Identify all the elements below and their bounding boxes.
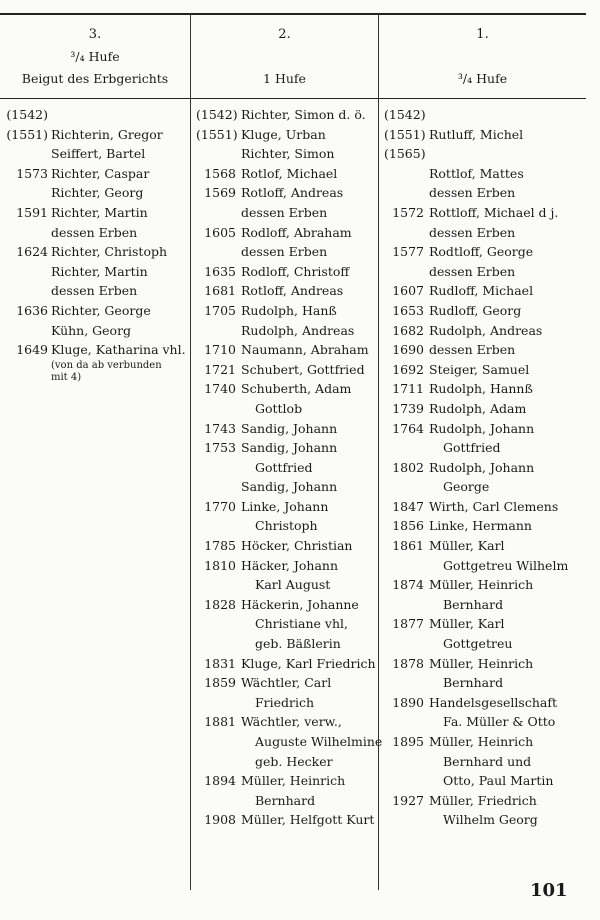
owner-name: dessen Erben: [429, 185, 516, 201]
entry-names: [429, 399, 586, 419]
owner-name: dessen Erben: [429, 224, 516, 240]
owner-name: Kluge, Katharina vhl.: [51, 342, 186, 358]
owner-name: Kluge, Urban: [241, 126, 326, 142]
owner-name: Richterin, Gregor: [51, 126, 163, 142]
owner-entry: [196, 556, 378, 595]
entry-names: [429, 379, 586, 399]
entry-year: 1605: [204, 224, 236, 240]
entry-names: [51, 223, 190, 243]
owner-name: Rudolph, Johann: [429, 420, 535, 436]
entry-names: [241, 242, 378, 262]
owner-entry: [4, 144, 190, 164]
owner-name: Richter, George: [51, 302, 151, 318]
owner-name: Rottlof, Mattes: [429, 165, 524, 181]
entry-year: (1565): [384, 146, 426, 162]
entry-names: [429, 458, 586, 497]
entry-year: 1692: [392, 361, 424, 377]
owner-name: Rudolph, Adam: [429, 400, 527, 416]
entry-names: [51, 183, 190, 203]
owner-name: Richter, Georg: [51, 185, 144, 201]
owner-entry: [384, 281, 586, 301]
entry-names: [241, 262, 378, 282]
entry-names: [429, 575, 586, 614]
owner-entry: [384, 223, 586, 243]
entry-names: [241, 321, 378, 341]
owner-entry: [4, 321, 190, 341]
owner-entry: [384, 144, 586, 164]
owner-name: dessen Erben: [241, 244, 328, 260]
owner-name: Linke, Hermann: [429, 518, 532, 534]
entry-names: [429, 360, 586, 380]
owner-name: Müller, Karl: [429, 538, 505, 554]
entry-year: 1859: [204, 675, 236, 691]
owner-name: Richter, Caspar: [51, 165, 150, 181]
entry-names: [429, 419, 586, 458]
entry-names: [241, 144, 378, 164]
owner-entry: [384, 321, 586, 341]
entry-names: [241, 340, 378, 360]
owner-entry: [384, 301, 586, 321]
entry-year: 1607: [392, 283, 424, 299]
owner-name: Naumann, Abraham: [241, 342, 369, 358]
entry-names: [241, 595, 378, 654]
owner-entry: [196, 301, 378, 321]
owner-entry: [4, 223, 190, 243]
entry-year: 1690: [392, 342, 424, 358]
entry-year: 1740: [204, 381, 236, 397]
owner-entry: [196, 105, 378, 125]
entry-names: [51, 301, 190, 321]
owner-name: Sandig, Johann: [241, 440, 338, 456]
entry-names: [241, 673, 378, 712]
owner-name: Sandig, Johann: [241, 479, 338, 495]
owner-name: Friedrich: [255, 694, 315, 710]
owner-name: Richter, Simon d. ö.: [241, 107, 366, 122]
owner-name: Müller, Heinrich: [429, 655, 534, 671]
entry-year: 1847: [392, 498, 424, 514]
column-3-size: ³/₄ Hufe: [70, 49, 120, 64]
owner-name: Häckerin, Johanne: [241, 596, 359, 612]
entry-year: (1551): [6, 126, 48, 142]
owner-entry: [196, 477, 378, 497]
owner-entry: [196, 810, 378, 830]
entry-names: [51, 242, 190, 262]
owner-entry: [384, 164, 586, 184]
entry-year: 1890: [392, 694, 424, 710]
entry-names: [429, 536, 586, 575]
owner-name: Steiger, Samuel: [429, 361, 530, 377]
entry-names: [51, 262, 190, 282]
owner-entry: [196, 125, 378, 145]
entry-names: [241, 712, 382, 771]
entry-names: [429, 614, 586, 653]
owner-name: Höcker, Christian: [241, 538, 353, 554]
entry-year: 1721: [204, 361, 236, 377]
page-number: 101: [530, 880, 568, 901]
entry-names: [241, 438, 378, 477]
entry-year: 1828: [204, 596, 236, 612]
entry-year: 1753: [204, 440, 236, 456]
owner-entry: [384, 516, 586, 536]
owner-name: geb. Bäßlerin: [255, 636, 341, 652]
entry-year: 1635: [204, 263, 236, 279]
entry-names: [429, 497, 586, 517]
owner-entry: [196, 183, 378, 203]
owner-name: dessen Erben: [241, 204, 328, 220]
entry-names: [429, 144, 586, 164]
entry-year: 1856: [392, 518, 424, 534]
entry-year: 1577: [392, 244, 424, 260]
owner-name: Rodloff, Abraham: [241, 224, 352, 240]
entry-names: [51, 203, 190, 223]
owner-name: Rudolph, Andreas: [241, 322, 355, 338]
owner-entry: [384, 419, 586, 458]
column-2-size: 1 Hufe: [263, 71, 306, 86]
entry-year: 1878: [392, 655, 424, 671]
owner-entry: [384, 203, 586, 223]
header-rule: [0, 98, 586, 99]
owner-entry: [384, 125, 586, 145]
owner-entry: [196, 497, 378, 536]
owner-entry: [196, 360, 378, 380]
owner-name: Rudolph, Hanß: [241, 302, 337, 318]
owner-name: Bernhard: [443, 675, 504, 691]
owner-entry: [384, 379, 586, 399]
owner-name: Wilhelm Georg: [443, 812, 538, 828]
owner-entry: [4, 281, 190, 301]
owner-entry: [384, 399, 586, 419]
entry-names: [429, 223, 586, 243]
entry-year: (1542): [384, 107, 426, 122]
column-3-number: 3.: [88, 27, 102, 42]
owner-entry: [196, 419, 378, 439]
entry-names: [241, 379, 378, 418]
entry-year: 1770: [204, 498, 236, 514]
owner-name: Kühn, Georg: [51, 322, 132, 338]
owner-entry: [196, 262, 378, 282]
entry-year: 1649: [16, 342, 48, 358]
owner-name: Richter, Simon: [241, 146, 335, 162]
entry-names: [241, 497, 378, 536]
entry-year: 1861: [392, 538, 424, 554]
entry-names: [429, 693, 586, 732]
column-2-spacer: [191, 46, 378, 68]
owner-entry: [196, 673, 378, 712]
entry-year: 1874: [392, 577, 424, 593]
owner-entry: [196, 771, 378, 810]
entry-names: [429, 301, 586, 321]
entry-note: mit 4): [51, 371, 82, 383]
entry-names: [241, 771, 378, 810]
entry-names: [429, 242, 586, 262]
entry-names: [429, 105, 586, 125]
entry-year: 1831: [204, 655, 236, 671]
column-divider-left: [190, 14, 191, 890]
entry-names: [241, 125, 378, 145]
entry-year: 1785: [204, 538, 236, 554]
entry-names: [241, 301, 378, 321]
owner-entry: [384, 340, 586, 360]
entry-names: [51, 125, 190, 145]
owner-name: Rotloff, Andreas: [241, 283, 344, 299]
owner-name: Müller, Karl: [429, 616, 505, 632]
entry-year: 1573: [16, 165, 48, 181]
entry-names: [429, 516, 586, 536]
owner-name: Rodtloff, George: [429, 244, 534, 260]
entry-year: 1895: [392, 734, 424, 749]
column-2-entries: [196, 105, 383, 830]
owner-entry: [4, 242, 190, 262]
owner-entry: [384, 536, 586, 575]
entry-names: [241, 654, 378, 674]
owner-name: Fa. Müller & Otto: [443, 714, 556, 730]
owner-name: dessen Erben: [51, 224, 138, 240]
entry-year: 1711: [392, 381, 424, 397]
owner-entry: [384, 242, 586, 262]
owner-entry: [4, 105, 190, 125]
entry-names: [429, 732, 586, 791]
entry-names: [241, 477, 378, 497]
entry-year: 1653: [392, 302, 424, 318]
owner-name: Richter, Christoph: [51, 244, 168, 260]
owner-name: Müller, Heinrich: [241, 773, 346, 789]
entry-names: [241, 281, 378, 301]
owner-name: Rudolph, Andreas: [429, 322, 543, 338]
owner-name: Rudloff, Michael: [429, 283, 534, 299]
owner-name: Müller, Heinrich: [429, 577, 534, 593]
entry-year: 1710: [204, 342, 236, 358]
column-1-header: [379, 24, 586, 90]
owner-entry: [196, 595, 378, 654]
entry-names: [429, 340, 586, 360]
entry-names: [241, 164, 378, 184]
owner-name: Bernhard: [255, 792, 316, 808]
owner-name: Seiffert, Bartel: [51, 146, 146, 162]
entry-names: [241, 810, 378, 830]
entry-names: [51, 105, 190, 125]
entry-year: 1743: [204, 420, 236, 436]
entry-names: [429, 281, 586, 301]
owner-name: Müller, Heinrich: [429, 734, 534, 749]
owner-entry: [384, 654, 586, 693]
owner-name: Rotloff, Andreas: [241, 185, 344, 201]
entry-year: 1908: [204, 812, 236, 828]
owner-entry: [384, 497, 586, 517]
entry-names: [429, 164, 586, 184]
owner-name: Gottgetreu Wilhelm: [443, 557, 569, 573]
owner-entry: [384, 575, 586, 614]
column-1-spacer: [379, 46, 586, 68]
column-1-number: 1.: [476, 27, 489, 42]
column-3-title: Beigut des Erbgerichts: [21, 71, 169, 86]
entry-year: (1542): [6, 107, 48, 122]
owner-entry: [196, 203, 378, 223]
entry-year: (1551): [196, 126, 238, 142]
owner-name: Müller, Friedrich: [429, 792, 537, 808]
column-1-size: ³/₄ Hufe: [457, 71, 508, 86]
column-2-header: [191, 24, 378, 90]
entry-year: 1705: [204, 302, 236, 318]
owner-name: Christiane vhl,: [255, 616, 348, 632]
owner-entry: [4, 301, 190, 321]
owner-entry: [4, 164, 190, 184]
entry-year: 1682: [392, 322, 424, 338]
entry-year: 1764: [392, 420, 424, 436]
top-rule: [0, 13, 586, 15]
owner-name: Rutluff, Michel: [429, 126, 524, 142]
entry-names: [241, 419, 378, 439]
entry-names: [429, 125, 586, 145]
owner-name: Rudolph, Johann: [429, 459, 535, 475]
entry-year: 1572: [392, 204, 424, 220]
entry-names: [51, 321, 190, 341]
owner-entry: [196, 164, 378, 184]
entry-year: 1681: [204, 283, 236, 299]
entry-names: [241, 105, 378, 125]
entry-names: [429, 183, 586, 203]
entry-names: [51, 164, 190, 184]
entry-year: 1636: [16, 302, 48, 318]
owner-name: Linke, Johann: [241, 498, 329, 514]
entry-names: [51, 281, 190, 301]
entry-year: (1551): [384, 126, 426, 142]
owner-entry: [384, 360, 586, 380]
owner-entry: [196, 712, 383, 771]
owner-entry: [4, 183, 190, 203]
owner-name: Schuberth, Adam: [241, 381, 352, 397]
owner-name: Wirth, Carl Clemens: [429, 498, 559, 514]
entry-note: (von da ab verbunden: [51, 359, 162, 371]
owner-name: Häcker, Johann: [241, 557, 339, 573]
entry-year: 1877: [392, 616, 424, 632]
entry-names: [51, 144, 190, 164]
owner-name: Rodloff, Christoff: [241, 263, 350, 279]
entry-names: [429, 321, 586, 341]
column-2-number: 2.: [278, 27, 291, 42]
owner-name: George: [443, 479, 490, 495]
owner-name: Handelsgesellschaft: [429, 694, 557, 710]
owner-entry: [196, 242, 378, 262]
owner-name: Richter, Martin: [51, 263, 148, 279]
entry-names: [241, 360, 378, 380]
column-3-entries: [4, 105, 190, 384]
owner-entry: [4, 203, 190, 223]
owner-entry: [196, 379, 378, 418]
owner-name: Rudloff, Georg: [429, 302, 522, 318]
owner-name: Christoph: [255, 518, 318, 534]
owner-entry: [4, 125, 190, 145]
owner-entry: [196, 536, 378, 556]
owner-name: Gottlob: [255, 400, 303, 416]
owner-name: Müller, Helfgott Kurt: [241, 812, 375, 828]
column-3-header: [0, 24, 190, 90]
owner-name: Kluge, Karl Friedrich: [241, 655, 376, 671]
owner-name: Gottfried: [255, 459, 313, 475]
owner-name: Otto, Paul Martin: [443, 773, 554, 789]
owner-name: Sandig, Johann: [241, 420, 338, 436]
entry-year: 1624: [16, 244, 48, 260]
owner-entry: [384, 262, 586, 282]
owner-name: dessen Erben: [429, 263, 516, 279]
owner-name: dessen Erben: [51, 283, 138, 299]
entry-names: [51, 340, 190, 384]
owner-name: Karl August: [255, 577, 331, 593]
owner-entry: [196, 438, 378, 477]
owner-name: Schubert, Gottfried: [241, 361, 365, 377]
entry-names: [241, 536, 378, 556]
entry-names: [429, 262, 586, 282]
owner-name: dessen Erben: [429, 342, 516, 358]
entry-year: 1810: [204, 557, 236, 573]
owner-name: Rudolph, Hannß: [429, 381, 533, 397]
owner-name: Wächtler, Carl: [241, 675, 332, 691]
owner-name: Bernhard und: [443, 753, 532, 769]
owner-entry: [196, 144, 378, 164]
entry-names: [429, 203, 586, 223]
owner-entry: [384, 614, 586, 653]
entry-year: (1542): [196, 107, 238, 122]
entry-year: 1927: [392, 792, 424, 808]
entry-year: 1591: [16, 204, 48, 220]
entry-year: 1802: [392, 459, 424, 475]
owner-entry: [384, 105, 586, 125]
owner-entry: [384, 183, 586, 203]
owner-name: Gottgetreu: [443, 636, 513, 652]
owner-entry: [384, 458, 586, 497]
owner-name: Rotlof, Michael: [241, 165, 338, 181]
owner-entry: [196, 654, 378, 674]
entry-names: [241, 223, 378, 243]
owner-name: Gottfried: [443, 440, 501, 456]
owner-entry: [196, 340, 378, 360]
owner-name: Auguste Wilhelmine: [255, 734, 383, 749]
owner-entry: [196, 321, 378, 341]
owner-name: Richter, Martin: [51, 204, 148, 220]
entry-names: [241, 203, 378, 223]
column-1-entries: [384, 105, 586, 830]
entry-names: [241, 183, 378, 203]
owner-name: Rottloff, Michael d j.: [429, 204, 559, 220]
entry-year: 1569: [204, 185, 236, 201]
entry-year: 1881: [204, 714, 236, 730]
entry-names: [429, 791, 586, 830]
owner-entry: [384, 693, 586, 732]
entry-names: [241, 556, 378, 595]
entry-year: 1568: [204, 165, 236, 181]
owner-entry: [384, 791, 586, 830]
owner-entry: [4, 340, 190, 384]
owner-entry: [196, 281, 378, 301]
owner-entry: [4, 262, 190, 282]
entry-names: [429, 654, 586, 693]
owner-name: geb. Hecker: [255, 753, 333, 769]
owner-entry: [196, 223, 378, 243]
entry-year: 1739: [392, 400, 424, 416]
owner-name: Wächtler, verw.,: [241, 714, 342, 730]
entry-year: 1894: [204, 773, 236, 789]
owner-name: Bernhard: [443, 596, 504, 612]
owner-entry: [384, 732, 586, 791]
